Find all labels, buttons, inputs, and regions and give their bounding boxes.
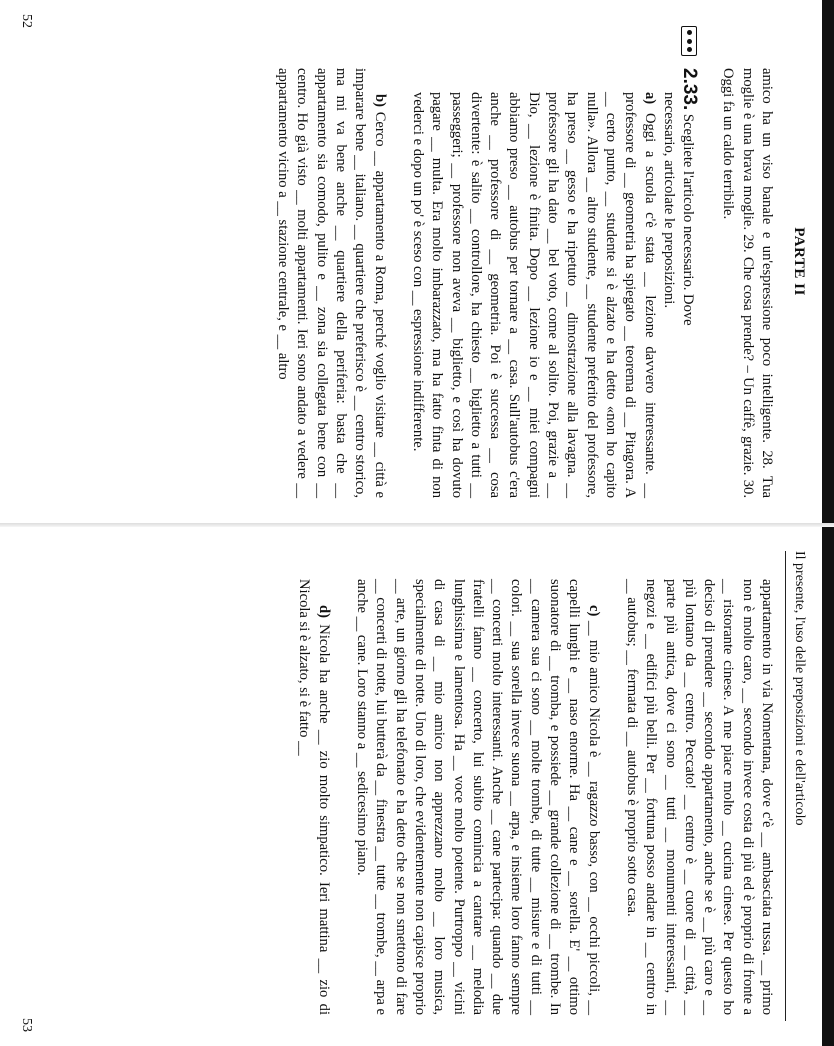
continued-paragraph: amico ha un viso banale e un'espressione poco intelligente. 28. Tua moglie è una brava moglie. 29. Che cosa prende? – Un caffè, grazie. 30. Oggi fa un caldo terribile.: [720, 68, 775, 498]
section-a-label: a): [641, 92, 658, 105]
section-a-text: Oggi a scuola c'è stata __ lezione davvero interessante. __ professore di __ geometria ha spiegato __ teorema di __ Pitagora. A __ certo punto, __ studente si è alzato e ha detto «non ho capito nulla». Allora __ altro studente, __ studente preferito del professore, ha preso __ gesso e ha ripetuto __ dimostrazione alla lavagna. __ professore gli ha dato __ bel voto, come al solito. Poi, grazie a __ Dio, __ lezione è finita. Dopo __ lezione io e __ miei compagni abbiamo preso __ autobus per tornare a __ casa. Sull'autobus c'era anche __ professore di __ geometria. Poi è successa __ cosa divertente: è salito __ controllore, ha chiesto __ biglietto a tutti __ passeggeri; __ professore non aveva __ biglietto, e così ha dovuto pagare __ multa. Era molto imbarazzato, ma ha fatto finta di non vederci e dopo un po' è sceso con __ espressione indifferente.: [409, 92, 658, 498]
section-b-text: Cerco __ appartamento a Roma, perché voglio visitare __ città e imparare bene __ italiano. __ quartiere che preferisco è __ centro storico, ma mi va bene anche __ quartiere della periferia: basta che __ appartamento sia comodo, pulito e __ zona sia collegata bene con __ centro. Ho già visto __ molti appartamenti. Ieri sono andato a vedere __ appartamento vicino a __ stazione centrale, e __ altro: [275, 68, 388, 498]
right-text-column: [294, 579, 776, 1015]
section-d-text: Nicola ha anche __ zio molto simpatico. Ieri mattina __ zio di Nicola si è alzato, si è fatto __: [296, 579, 332, 1015]
right-page: [0, 523, 834, 1046]
exercise-instructions: necessario, articolate le preposizioni.: [660, 92, 677, 308]
section-c-label: c): [585, 605, 602, 617]
section-d-label: d): [315, 605, 332, 618]
exercise-heading: [659, 68, 700, 498]
section-d: [294, 579, 333, 1015]
left-text-column: [273, 68, 776, 498]
section-b-label: b): [371, 94, 388, 107]
header-rule-right: [785, 551, 786, 1021]
section-b-continued: appartamento in via Nomentana, dove c'è __ ambasciata russa. __ primo non è molto caro, __ secondo invece costa di più ed è proprio di fronte a __ ristorante cinese. A me piace molto __ cucina cinese. Per questo ho deciso di prendere __ secondo appartamento, anche se è __ più caro e __ più lontano da __ centro. Peccato! __ centro è __ cuore di __ città, __ parte più antica, dove ci sono __ tutti __ monumenti interessanti, __ negozi e __ edifici più belli. Per __ fortuna posso andare in __ centro in __ autobus; __ fermata di __ autobus è proprio sotto casa.: [623, 579, 775, 1015]
page-number-left: 52: [19, 14, 34, 28]
section-b: [273, 68, 389, 498]
running-head-left: PARTE II: [791, 227, 807, 296]
exercise-number: 2.33.: [679, 68, 701, 111]
exercise-title: Scegliete l'articolo necessario. Dove: [680, 113, 697, 326]
running-head-right: Il presente, l'uso delle preposizioni e dell'articolo: [792, 551, 807, 826]
section-c-text: __ mio amico Nicola è __ ragazzo basso, con __ occhi piccoli, __ capelli lunghi e __ naso enorme. Ha __ cane e __ sorella. E' __ ottimo suonatore di __ tromba, e possiede __ grande collezione di __ trombe. In __ camera sua ci sono __ molte trombe, di tutte __ misure e di tutti __ colori. __ sua sorella invece suona __ arpa, e insieme loro fanno sempre __ concerti molto interessanti. Anche __ cane partecipa: quando __ due fratelli fanno __ concerto, lui subito comincia a cantare __ melodia lunghissima e lamentosa. Ha __ voce molto potente. Purtroppo __ vicini di casa di __ mio amico non apprezzano molto __ loro musica, specialmente di notte. Uno di loro, che evidentemente non capisce proprio __ arte, un giorno gli ha telefonato e ha detto che se non smettono di fare __ concerti di notte, lui butterà da __ finestra __ tutte __ trombe, __ arpa e anche __ cane. Loro stanno a __ sedicesimo piano.: [354, 579, 602, 1015]
section-c: [352, 579, 603, 1015]
section-a: [408, 68, 659, 498]
page-number-right: 53: [19, 1018, 34, 1032]
three-dots-icon: [681, 26, 697, 56]
